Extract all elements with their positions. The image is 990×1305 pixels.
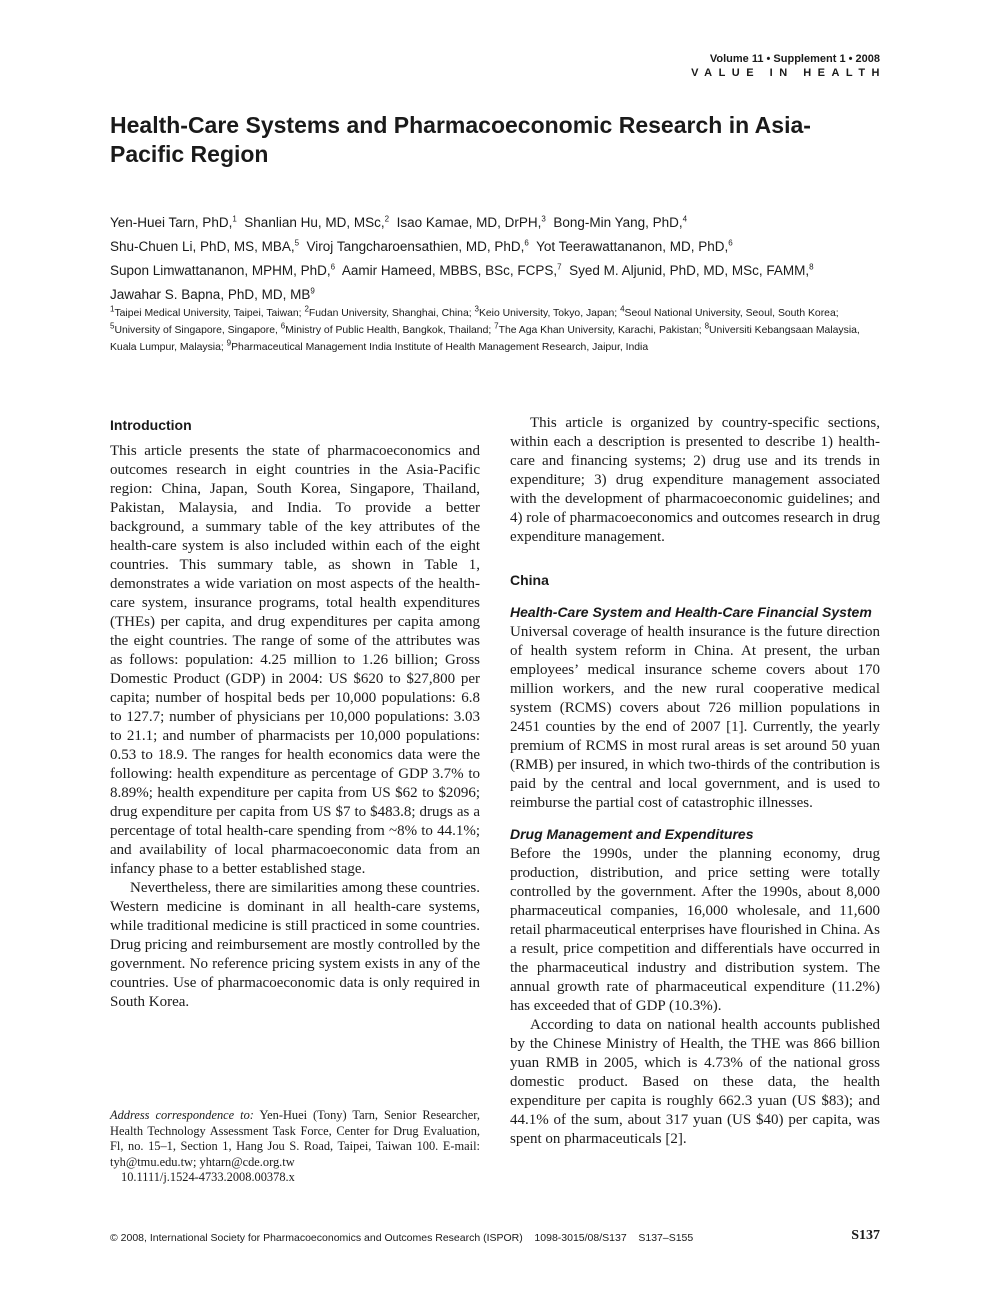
subsection-heading: Drug Management and Expenditures	[510, 826, 754, 842]
page-footer	[110, 1228, 880, 1245]
section-heading-china: China	[510, 572, 549, 588]
page-number: S137	[851, 1228, 880, 1243]
author: Isao Kamae, MD, DrPH,$^3$	[396, 214, 546, 230]
running-head	[691, 52, 886, 80]
body-paragraph: Nevertheless, there are similarities among these countries. Western medicine is dominant in all health-care systems, while traditional medicine is still practiced in some countries. Drug pricing and reimbursement are mostly controlled by the government. No reference pricing system exists in any of the countries. Use of pharmacoeconomic data is only required in South Korea.	[110, 880, 480, 1010]
author: Jawahar S. Bapna, PhD, MD, $MB^9$	[110, 286, 315, 302]
volume-line: Volume 11 • Supplement 1 • 2008	[709, 53, 880, 65]
section-heading-introduction: Introduction	[110, 417, 192, 433]
author: Bong-Min Yang, PhD,$^4$	[553, 214, 688, 230]
body-paragraph: This article is organized by country-specific sections, within each a description is presented to describe 1) health-care and financing systems; 2) drug use and its trends in expenditure; 3) drug expenditure management associated with the development of pharmacoeconomic guidelines; and 4) role of pharmacoeconomics and outcomes research in drug expenditure management.	[510, 415, 880, 545]
author: Shu-Chuen Li, PhD, MS, MBA,$^5$	[110, 238, 300, 254]
body-paragraph: Before the 1990s, under the planning economy, drug production, distribution, and price setting were totally controlled by the government. After the 1990s, about 8,000 pharmaceutical companies, 16,000 wholesale, and 11,600 retail pharmaceutical enterprises have flourished in China. As a result, price competition and differentials have occurred in the pharmaceutical industry and distribution system. The annual growth rate of pharmaceutical expenditure (11.2%) has exceeded that of GDP (10.3%).	[510, 846, 880, 1014]
subsection-heading: Health-Care System and Health-Care Financial System	[510, 604, 872, 620]
doi: 10.1111/j.1524-4733.2008.00378.x	[121, 1170, 295, 1184]
article-title: Health-Care Systems and Pharmacoeconomic Research in Asia-Pacific Region	[110, 112, 811, 167]
body-paragraph: According to data on national health accounts published by the Chinese Ministry of Health, the THE was 866 billion yuan RMB in 2005, which is 4.73% of the national gross domestic product. Based on these data, the health expenditure per capita is roughly 662.3 yuan (US $83); and 44.1% of the sum, about 317 yuan (US $40) per capita, was spent on pharmaceuticals [2].	[510, 1017, 880, 1147]
correspondence-text: Yen-Huei (Tony) Tarn, Senior Researcher, Health Technology Assessment Task Force, Center for Drug Evaluation, Fl, no. 15–1, Section 1, Hang Jou S. Road, Taipei, Taiwan 100. E-mail: tyh@tmu.edu.tw; yhtarn@cde.org.tw	[110, 1108, 480, 1169]
author-list	[110, 211, 885, 307]
author: Syed M. Aljunid, PhD, MD, MSc, FAMM,$^8$	[569, 262, 814, 278]
correspondence-label: Address correspondence to:	[110, 1108, 254, 1122]
author: Viroj Tangcharoensathien, MD, PhD,$^6$	[306, 238, 529, 254]
author: Supon Limwattananon, MPHM, PhD,$^6$	[110, 262, 336, 278]
copyright-line: © 2008, International Society for Pharmacoeconomics and Outcomes Research (ISPOR) 1098-3015/08/S137 S137–S155	[110, 1232, 694, 1244]
body-paragraph: Universal coverage of health insurance is the future direction of health system reform in China. At present, the urban employees’ medical insurance scheme covers about 170 million workers, and the new rural cooperative medical system (RCMS) covers about 726 million populations in 2451 counties by the end of 2007 [1]. Currently, the yearly premium of RCMS in most rural areas is set around 50 yuan (RMB) per insured, in which two-thirds of the contribution is paid by the central and local government, and is used to reimburse the partial cost of catastrophic illnesses.	[510, 624, 880, 811]
correspondence-note	[110, 1108, 480, 1186]
left-column	[110, 414, 480, 1012]
author: Yot Teerawattananon, MD, PhD,$^6$	[536, 238, 733, 254]
affiliations: $^1$Taipei Medical University, Taipei, Taiwan; $^2$Fudan University, Shanghai, China; $^3$Keio University, Tokyo, Japan; $^4$Seoul National University, Seoul, South Korea; $^5$University of Singapore, Singapore, $^6$Ministry of Public Health, Bangkok, Thailand; $^7$The Aga Khan University, Karachi, Pakistan; $^8$Universiti Kebangsaan Malaysia, Kuala Lumpur, Malaysia; $^9$Pharmaceutical Management India Institute of Health Management Research, Jaipur, India	[110, 304, 860, 353]
author: Aamir Hameed, MBBS, BSc, FCPS,$^7$	[341, 262, 562, 278]
body-paragraph: This article presents the state of pharmacoeconomics and outcomes research in eight countries in the Asia-Pacific region: China, Japan, South Korea, Singapore, Thailand, Pakistan, Malaysia, and India. To provide a better background, a summary table of the key attributes of the health-care system is also included within each of the eight countries. This summary table, as shown in Table 1, demonstrates a wide variation on most aspects of the health-care system, insurance programs, total health expenditures (THEs) per capita, and drug expenditures per capita among the eight countries. The range of some of the attributes was as follows: population: 4.25 million to 1.26 billion; Gross Domestic Product (GDP) in 2004: US $620 to $27,800 per capita; number of hospital beds per 10,000 populations: 6.8 to 127.7; number of physicians per 10,000 populations: 3.03 to 21.1; and number of pharmacists per 10,000 populations: 0.53 to 18.9. The ranges for health economics data were the following: health expenditure as percentage of GDP 3.7% to 8.89%; health expenditure per capita from US $62 to $2096; drug expenditure per capita from US $7 to $483.8; drugs as a percentage of total health-care spending from ~8% to 44.1%; and availability of local pharmacoeconomic data from an infancy phase to a better established stage.	[110, 443, 480, 877]
author: Shanlian Hu, MD, MSc,$^2$	[244, 214, 390, 230]
author: Yen-Huei Tarn, PhD,$^1$	[110, 214, 237, 230]
journal-name: VALUE IN HEALTH	[691, 67, 886, 79]
right-column	[510, 414, 880, 1149]
